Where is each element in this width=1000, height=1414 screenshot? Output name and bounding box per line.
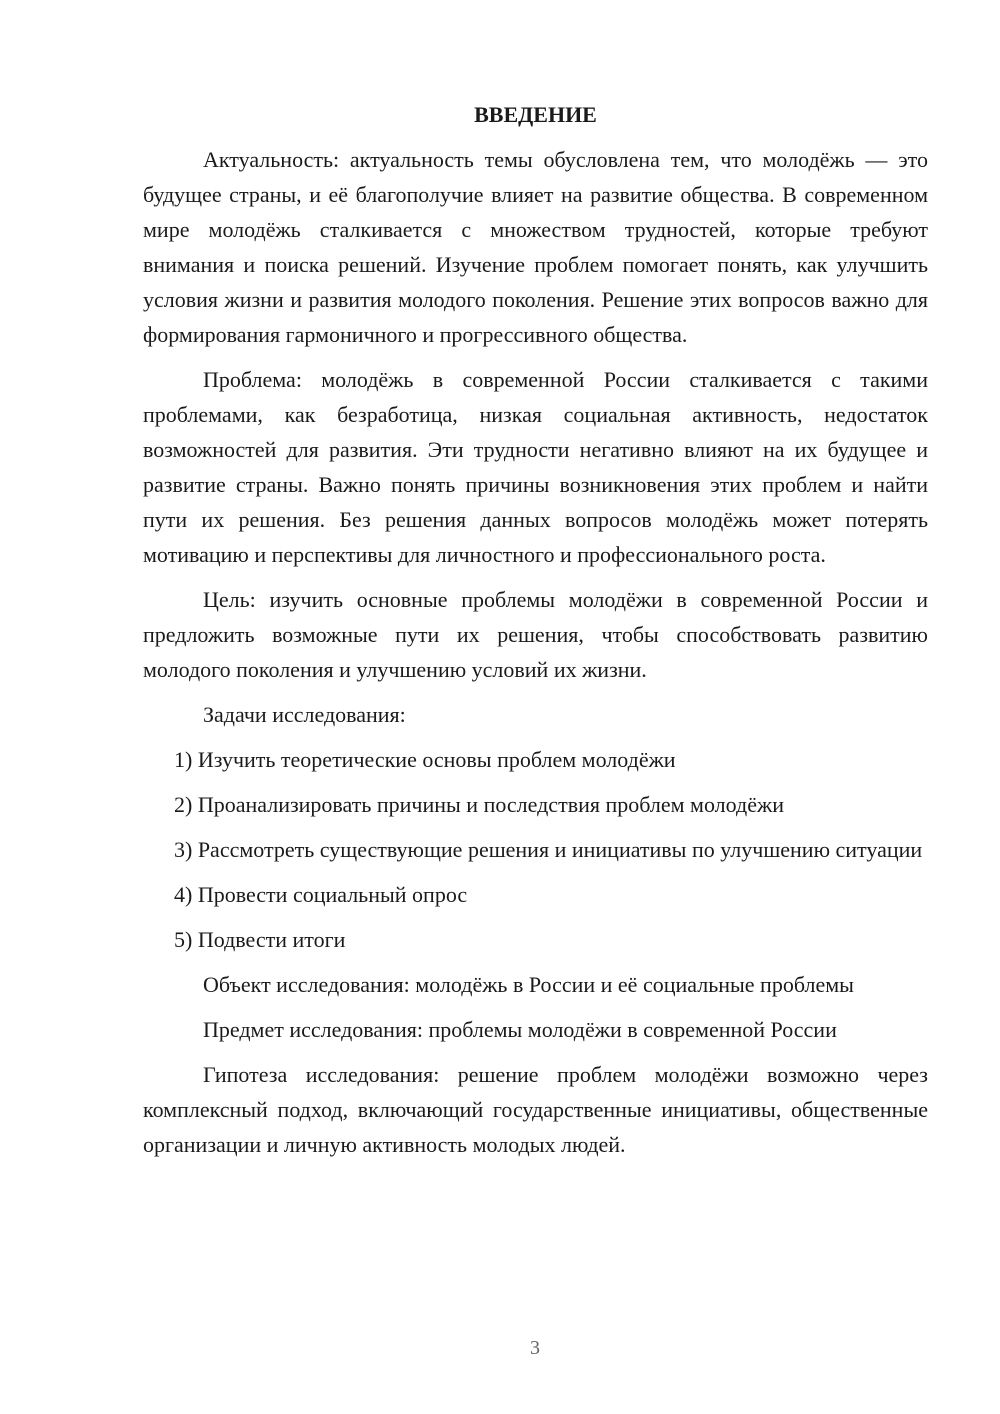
task-item-4: 4) Провести социальный опрос — [174, 882, 468, 907]
task-item-3: 3) Рассмотреть существующие решения и инициативы по улучшению ситуации — [174, 837, 923, 862]
task-item-2: 2) Проанализировать причины и последствия проблем молодёжи — [174, 792, 784, 817]
document-body — [143, 97, 928, 1172]
relevance-paragraph: Актуальность: актуальность темы обусловлена тем, что молодёжь — это будущее страны, и её благополучие влияет на развитие общества. В современном мире молодёжь сталкивается с множеством трудностей, которые требуют внимания и поиска решений. Изучение проблем помогает понять, как улучшить условия жизни и развития молодого поколения. Решение этих вопросов важно для формирования гармоничного и прогрессивного общества. — [143, 147, 928, 347]
problem-paragraph: Проблема: молодёжь в современной России сталкивается с такими проблемами, как безработица, низкая социальная активность, недостаток возможностей для развития. Эти трудности негативно влияют на их будущее и развитие страны. Важно понять причины возникновения этих проблем и найти пути их решения. Без решения данных вопросов молодёжь может потерять мотивацию и перспективы для личностного и профессионального роста. — [143, 367, 928, 567]
research-object-paragraph: Объект исследования: молодёжь в России и её социальные проблемы — [203, 972, 854, 997]
goal-paragraph: Цель: изучить основные проблемы молодёжи в современной России и предложить возможные пути их решения, чтобы способствовать развитию молодого поколения и улучшению условий их жизни. — [143, 587, 928, 682]
task-item-5: 5) Подвести итоги — [174, 927, 346, 952]
task-item-1: 1) Изучить теоретические основы проблем молодёжи — [174, 747, 676, 772]
hypothesis-paragraph: Гипотеза исследования: решение проблем молодёжи возможно через комплексный подход, включающий государственные инициативы, общественные организации и личную активность молодых людей. — [143, 1062, 928, 1157]
section-title: ВВЕДЕНИЕ — [474, 102, 597, 127]
research-subject-paragraph: Предмет исследования: проблемы молодёжи в современной России — [203, 1017, 837, 1042]
page-number: 3 — [530, 1337, 540, 1359]
tasks-heading: Задачи исследования: — [203, 702, 406, 727]
